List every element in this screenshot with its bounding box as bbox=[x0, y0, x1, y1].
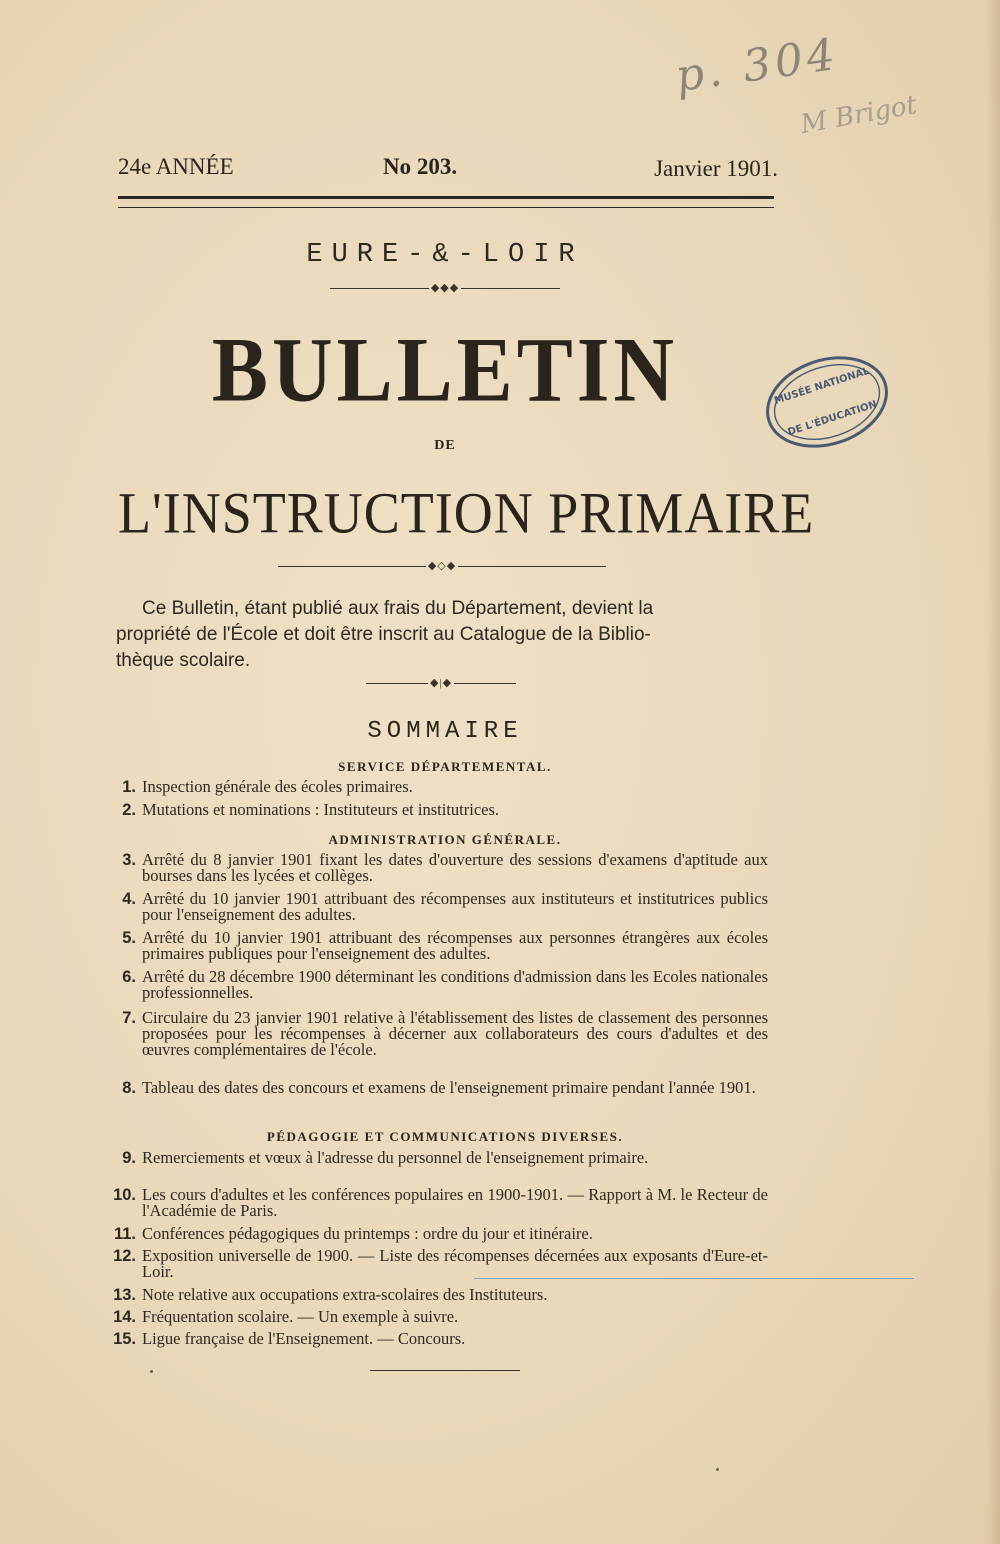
toc-item-text: Arrêté du 10 janvier 1901 attribuant des récompenses aux personnes étrangères aux écoles primaires publiques pour l'enseignement des adultes. bbox=[142, 928, 768, 963]
toc-item-text: Inspection générale des écoles primaires. bbox=[142, 777, 413, 796]
toc-item bbox=[104, 1309, 768, 1325]
toc-item-number: 12. bbox=[113, 1247, 136, 1265]
toc-item bbox=[104, 852, 768, 884]
toc-item-text: Tableau des dates des concours et examens de l'enseignement primaire pendant l'année 1901. bbox=[142, 1078, 756, 1097]
ornament-divider bbox=[370, 1364, 520, 1376]
toc-item-text: Remerciements et vœux à l'adresse du personnel de l'enseignement primaire. bbox=[142, 1148, 649, 1167]
toc-item-text: Arrêté du 8 janvier 1901 fixant les dates d'ouverture des sessions d'examens d'aptitude aux bourses dans les lycées et collèges. bbox=[142, 850, 768, 885]
section-title: PÉDAGOGIE ET COMMUNICATIONS DIVERSES. bbox=[266, 1129, 624, 1144]
toc-item bbox=[104, 930, 768, 962]
toc-item-number: 9. bbox=[122, 1149, 136, 1167]
toc-item-text: Note relative aux occupations extra-scolaires des Instituteurs. bbox=[142, 1285, 548, 1304]
toc-item bbox=[104, 969, 768, 1001]
toc-item-number: 2. bbox=[122, 801, 136, 819]
bulletin-title: BULLETIN bbox=[211, 319, 679, 422]
page-edge-shadow bbox=[986, 0, 1000, 1544]
issue-date: Janvier 1901. bbox=[654, 156, 778, 181]
toc-item-text: Arrêté du 10 janvier 1901 attribuant des récompenses aux instituteurs et institutrices publics pour l'enseignement des adultes. bbox=[142, 889, 768, 924]
intro-line: Ce Bulletin, étant publié aux frais du Département, devient la bbox=[142, 598, 654, 619]
toc-item bbox=[104, 1248, 768, 1280]
toc-item-text: Mutations et nominations : Instituteurs et institutrices. bbox=[142, 800, 500, 819]
bulletin-subtitle: L'INSTRUCTION PRIMAIRE bbox=[118, 480, 815, 546]
paper-speck bbox=[716, 1468, 719, 1471]
toc-item-number: 11. bbox=[113, 1225, 136, 1243]
toc-item-number: 14. bbox=[113, 1308, 136, 1326]
department-name: EURE-&-LOIR bbox=[306, 240, 584, 270]
toc-item bbox=[104, 891, 768, 923]
toc-item-number: 15. bbox=[113, 1330, 136, 1348]
toc-item-number: 4. bbox=[122, 890, 136, 908]
toc-item-number: 6. bbox=[122, 968, 136, 986]
svg-text:DE L'ÉDUCATION: DE L'ÉDUCATION bbox=[786, 399, 879, 439]
toc-item-text: Fréquentation scolaire. — Un exemple à suivre. bbox=[142, 1307, 459, 1326]
toc-item-number: 3. bbox=[122, 851, 136, 869]
toc-item bbox=[104, 802, 768, 818]
handwritten-page-note: p. 304 bbox=[672, 28, 842, 103]
toc-item bbox=[104, 1080, 768, 1096]
blue-pencil-mark bbox=[474, 1278, 914, 1279]
issue-year: 24e ANNÉE bbox=[118, 154, 234, 179]
toc-item-number: 10. bbox=[113, 1186, 136, 1204]
svg-text:MUSÉE NATIONAL: MUSÉE NATIONAL bbox=[772, 365, 871, 407]
toc-item-text: Ligue française de l'Enseignement. — Concours. bbox=[142, 1329, 466, 1348]
section-title: SERVICE DÉPARTEMENTAL. bbox=[338, 759, 552, 774]
toc-item-text: Les cours d'adultes et les conférences populaires en 1900-1901. — Rapport à M. le Recteur de l'Académie de Paris. bbox=[142, 1185, 768, 1220]
toc-item-number: 1. bbox=[122, 778, 136, 796]
toc-item bbox=[104, 1010, 768, 1058]
ornament-divider: ◆◆◆ bbox=[330, 282, 560, 294]
issue-number: No 203. bbox=[383, 154, 458, 179]
ornament-divider: ◆|◆ bbox=[366, 677, 516, 689]
ornament-divider: ◆◇◆ bbox=[278, 560, 606, 572]
title-de: DE bbox=[434, 438, 456, 453]
toc-item-number: 13. bbox=[113, 1286, 136, 1304]
sommaire-heading: SOMMAIRE bbox=[367, 718, 523, 745]
header-double-rule bbox=[118, 196, 774, 208]
intro-line: thèque scolaire. bbox=[116, 650, 251, 671]
toc-item bbox=[104, 779, 768, 795]
toc-item bbox=[104, 1150, 768, 1166]
toc-item-text: Conférences pédagogiques du printemps : ordre du jour et itinéraire. bbox=[142, 1224, 593, 1243]
issue-header bbox=[118, 150, 778, 186]
toc-item-number: 8. bbox=[122, 1079, 136, 1097]
toc-item-number: 7. bbox=[122, 1009, 136, 1027]
handwritten-signature: M Brigot bbox=[798, 90, 920, 140]
section-title: ADMINISTRATION GÉNÉRALE. bbox=[328, 832, 562, 847]
toc-item-number: 5. bbox=[122, 929, 136, 947]
toc-item-text: Exposition universelle de 1900. — Liste des récompenses décernées aux exposants d'Eure-et-Loir. bbox=[142, 1246, 768, 1281]
toc-item bbox=[104, 1287, 768, 1303]
toc-item bbox=[104, 1331, 768, 1347]
toc-item bbox=[104, 1187, 768, 1219]
toc-item-text: Circulaire du 23 janvier 1901 relative à l'établissement des listes de classement des personnes proposées pour les récompenses à décerner aux collaborateurs des cours d'adultes et des œuvres complémentaires de l'école. bbox=[142, 1008, 768, 1059]
paper-speck bbox=[150, 1370, 153, 1373]
intro-paragraph bbox=[116, 596, 774, 674]
toc-item-text: Arrêté du 28 décembre 1900 déterminant les conditions d'admission dans les Ecoles nationales professionnelles. bbox=[142, 967, 768, 1002]
toc-item bbox=[104, 1226, 768, 1242]
intro-line: propriété de l'École et doit être inscrit au Catalogue de la Biblio- bbox=[116, 624, 651, 645]
